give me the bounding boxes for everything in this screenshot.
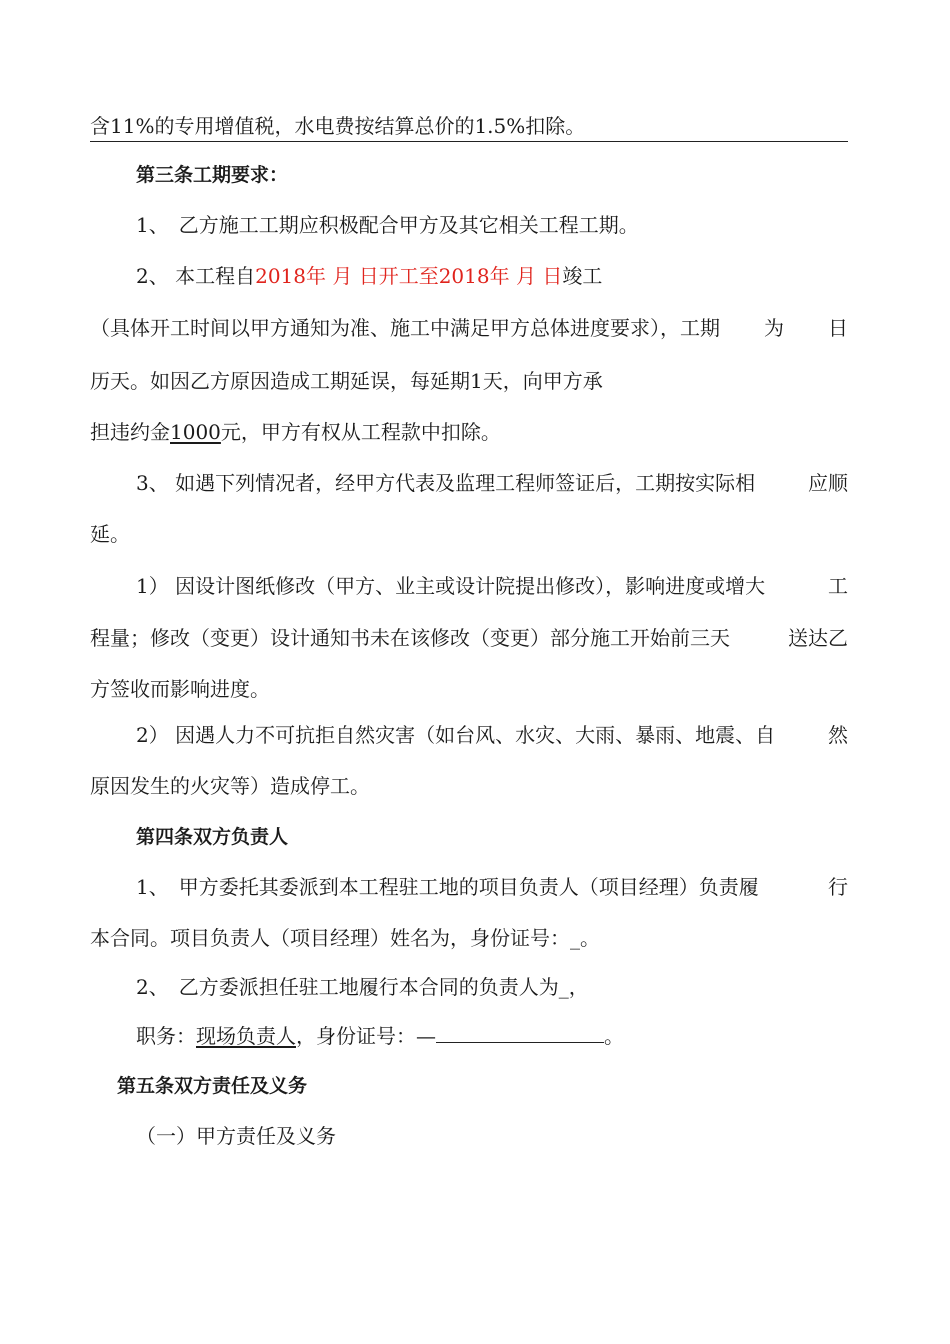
item-3-end: 应顺: [808, 471, 848, 495]
article-3-sub-1: [136, 572, 848, 600]
cont-1-text: （具体开工时间以甲方通知为准、施工中满足甲方总体进度要求），工期: [90, 316, 720, 340]
sub-2-end: 然: [828, 723, 848, 747]
article-3-item-2: [136, 262, 602, 290]
article-3-sub-2-cont: 原因发生的火灾等）造成停工。: [90, 774, 370, 798]
sub-1-cont-end: 送达乙: [788, 626, 848, 650]
id-end: 。: [604, 1024, 624, 1048]
item-2-prefix: 2、 本工程自: [136, 264, 256, 288]
position-label: 职务：: [136, 1024, 196, 1048]
penalty-amount: 1000: [170, 420, 221, 444]
top-text-line: [90, 112, 585, 140]
id-label: ，身份证号：—: [296, 1024, 436, 1048]
article-5-heading: 第五条双方责任及义务: [117, 1075, 308, 1097]
article-4-item-2-cont: [136, 1022, 624, 1050]
id-blank-line: [436, 1022, 604, 1043]
article-3-sub-1-cont-1: [90, 624, 848, 652]
cont-1-ri: 日: [828, 316, 848, 340]
top-rule: [90, 141, 848, 142]
article-3-sub-1-cont-2: 方签收而影响进度。: [90, 677, 270, 701]
sub-1-text: 1） 因设计图纸修改（甲方、业主或设计院提出修改），影响进度或增大: [136, 574, 766, 598]
article-3-item-2-cont-2: 历天。如因乙方原因造成工期延误，每延期1天，向甲方承: [90, 369, 603, 393]
sub-1-cont-text: 程量；修改（变更）设计通知书未在该修改（变更）部分施工开始前三天: [90, 626, 730, 650]
penalty-prefix: 担违约金: [90, 420, 170, 444]
article-3-sub-2: [136, 721, 848, 749]
article-3-heading: 第三条工期要求：: [136, 164, 289, 186]
article-3-item-1: 1、 乙方施工工期应积极配合甲方及其它相关工程工期。: [136, 213, 639, 237]
item-3-text: 3、 如遇下列情况者，经甲方代表及监理工程师签证后，工期按实际相: [136, 471, 756, 495]
penalty-suffix: 元，甲方有权从工程款中扣除。: [220, 420, 501, 444]
article-4-heading: 第四条双方负责人: [136, 826, 289, 848]
article-3-item-2-cont-1: [90, 314, 848, 342]
sub-2-text: 2） 因遇人力不可抗拒自然灾害（如台风、水灾、大雨、暴雨、地震、自: [136, 723, 776, 747]
article-4-item-1: [136, 873, 848, 901]
article-5-sub-1: （一）甲方责任及义务: [136, 1124, 336, 1148]
construction-dates: 2018年 月 日开工至2018年 月 日: [255, 264, 563, 288]
art4-item-1-text: 1、 甲方委托其委派到本工程驻工地的项目负责人（项目经理）负责履: [136, 875, 759, 899]
position-value: 现场负责人: [196, 1024, 296, 1048]
article-4-item-2: 2、 乙方委派担任驻工地履行本合同的负责人为_，: [136, 975, 589, 999]
cont-1-wei: 为: [764, 316, 784, 340]
article-3-item-2-cont-3: [90, 418, 501, 446]
vat-clause: 含11%的专用增值税，水电费按结算总价的1.5%扣除。: [90, 114, 586, 138]
article-3-item-3-cont: 延。: [90, 522, 130, 546]
article-3-item-3: [136, 469, 848, 497]
sub-1-end: 工: [828, 574, 848, 598]
item-2-suffix: 竣工: [562, 264, 603, 288]
article-4-item-1-cont: 本合同。项目负责人（项目经理）姓名为，身份证号：_。: [90, 926, 600, 950]
art4-item-1-end: 行: [828, 875, 848, 899]
